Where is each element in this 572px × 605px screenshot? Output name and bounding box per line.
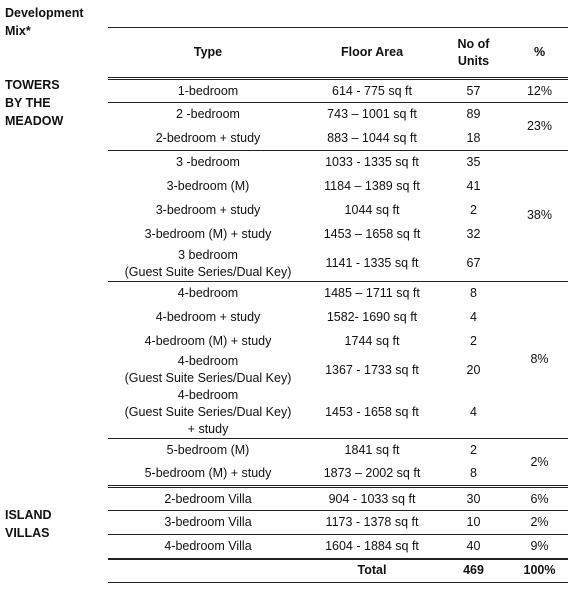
unit-type-line: (Guest Suite Series/Dual Key) (124, 371, 292, 385)
table-row (108, 387, 568, 439)
floor-area-cell: 1141 - 1335 sq ft (325, 256, 419, 270)
unit-type-line: 2 -bedroom (176, 107, 240, 122)
unit-type-line: 1-bedroom (177, 83, 239, 98)
unit-type-cell (108, 281, 308, 305)
unit-type-cell (108, 103, 308, 127)
table-row (108, 175, 568, 199)
total-row (108, 559, 568, 583)
units-cell: 8 (470, 285, 477, 300)
floor-area-cell: 1604 - 1884 sq ft (325, 538, 419, 553)
table-row (108, 463, 568, 487)
unit-type-cell (108, 305, 308, 329)
units-cell: 67 (466, 256, 481, 270)
floor-area-cell: 1173 - 1378 sq ft (325, 515, 419, 529)
units-cell: 35 (466, 155, 481, 170)
unit-type-cell (108, 439, 308, 463)
unit-type-cell (108, 247, 308, 282)
unit-type-cell (108, 463, 308, 487)
pct-cell: 2% (530, 515, 549, 529)
total-label: Total (357, 563, 387, 578)
floor-area-cell: 1582- 1690 sq ft (326, 309, 418, 324)
pct-cell: 8% (530, 352, 549, 367)
unit-type-cell (108, 151, 308, 175)
pct-header: % (533, 45, 546, 59)
towers-label (5, 76, 63, 130)
unit-type-line: 3 bedroom (178, 247, 238, 262)
unit-type-line: 3 -bedroom (176, 155, 240, 170)
units-header (436, 28, 511, 79)
table-row (108, 487, 568, 511)
header-line: Units (457, 53, 490, 68)
unit-type-line: 4-bedroom (M) + study (144, 333, 272, 348)
floor-area-cell: 1184 – 1389 sq ft (324, 179, 420, 193)
unit-type-cell: 4-bedroom Villa (164, 538, 252, 553)
units-cell: 10 (466, 515, 481, 529)
unit-type-cell: 2-bedroom Villa (164, 491, 252, 506)
unit-type-line: (Guest Suite Series/Dual Key) (124, 405, 292, 419)
label-line: Development (5, 6, 84, 20)
unit-type-line: 4-bedroom (177, 285, 239, 300)
unit-type-cell (108, 175, 308, 199)
table-row (108, 151, 568, 175)
table-row (108, 223, 568, 247)
unit-type-line: (Guest Suite Series/Dual Key) (124, 264, 292, 279)
units-cell: 41 (466, 179, 481, 193)
floor-area-cell: 614 - 775 sq ft (332, 83, 412, 98)
label-line: BY THE (5, 96, 51, 110)
table-row (108, 353, 568, 387)
floor-area-cell: 1841 sq ft (344, 443, 400, 458)
unit-type-line: 5-bedroom (M) + study (144, 466, 272, 481)
floor-area-cell: 1033 - 1335 sq ft (325, 155, 419, 170)
table-row (108, 329, 568, 353)
total-pct: 100% (523, 563, 556, 578)
units-cell: 32 (466, 227, 481, 241)
floor-area-cell: 1044 sq ft (344, 203, 400, 217)
unit-type-cell (108, 353, 308, 387)
units-cell: 2 (470, 333, 477, 348)
floor-area-cell: 1485 – 1711 sq ft (324, 285, 420, 300)
type-header: Type (193, 45, 223, 59)
floor-area-cell: 1744 sq ft (344, 333, 400, 348)
units-cell: 57 (466, 83, 481, 98)
unit-type-cell: 3-bedroom Villa (164, 515, 252, 529)
units-cell: 4 (470, 309, 477, 324)
floor-area-cell: 1367 - 1733 sq ft (325, 362, 419, 377)
table-row (108, 535, 568, 559)
unit-type-line: 3-bedroom (M) + study (144, 227, 272, 241)
table-row (108, 511, 568, 535)
label-line: TOWERS (5, 78, 60, 92)
unit-type-cell (108, 329, 308, 353)
floor-area-header: Floor Area (340, 45, 404, 59)
units-cell: 4 (470, 405, 477, 419)
units-cell: 30 (466, 491, 481, 506)
floor-area-cell: 904 - 1033 sq ft (328, 491, 416, 506)
unit-type-cell (108, 127, 308, 151)
unit-type-line: 3-bedroom (M) (166, 179, 250, 193)
unit-type-cell (108, 223, 308, 247)
unit-type-line: 4-bedroom (177, 354, 239, 368)
pct-cell: 2% (530, 454, 549, 469)
pct-cell: 12% (526, 83, 553, 98)
units-cell: 18 (466, 130, 481, 145)
development-mix-label (5, 4, 84, 40)
label-line: Mix* (5, 24, 31, 38)
unit-type-line: 5-bedroom (M) (166, 443, 250, 458)
label-line: MEADOW (5, 114, 64, 128)
unit-type-cell (108, 199, 308, 223)
development-mix-table (108, 27, 568, 583)
pct-cell: 38% (526, 208, 553, 223)
unit-type-cell (108, 387, 308, 439)
units-cell: 8 (470, 466, 477, 481)
table-body (108, 79, 568, 583)
header-line: No of (457, 36, 490, 51)
table-row (108, 281, 568, 305)
units-cell: 20 (466, 362, 481, 377)
floor-area-cell: 1873 – 2002 sq ft (323, 466, 421, 481)
table-row (108, 103, 568, 127)
unit-type-line: 4-bedroom (177, 388, 239, 402)
unit-type-line: 4-bedroom + study (155, 309, 261, 324)
total-spacer-cell (108, 559, 308, 583)
pct-cell: 23% (526, 119, 553, 133)
unit-type-line: 2-bedroom + study (155, 130, 261, 145)
units-cell: 89 (466, 107, 481, 122)
pct-cell: 6% (530, 491, 549, 506)
pct-cell: 9% (530, 538, 549, 553)
unit-type-cell (108, 79, 308, 103)
total-units: 469 (463, 563, 484, 578)
table-row (108, 79, 568, 103)
units-cell: 2 (470, 443, 477, 458)
unit-type-line: 3-bedroom + study (155, 203, 261, 217)
table-row (108, 439, 568, 463)
label-line: ISLAND (5, 508, 52, 522)
label-line: VILLAS (5, 526, 50, 540)
units-cell: 2 (470, 203, 477, 217)
table-row (108, 247, 568, 282)
floor-area-cell: 1453 – 1658 sq ft (323, 227, 421, 241)
table-row (108, 305, 568, 329)
unit-type-line: + study (187, 422, 229, 436)
header-row (108, 28, 568, 79)
floor-area-cell: 883 – 1044 sq ft (327, 130, 417, 145)
floor-area-cell: 743 – 1001 sq ft (327, 107, 417, 122)
units-cell: 40 (466, 538, 481, 553)
table-row (108, 199, 568, 223)
floor-area-cell: 1453 - 1658 sq ft (325, 405, 419, 419)
island-villas-label (5, 506, 52, 542)
table-row (108, 127, 568, 151)
